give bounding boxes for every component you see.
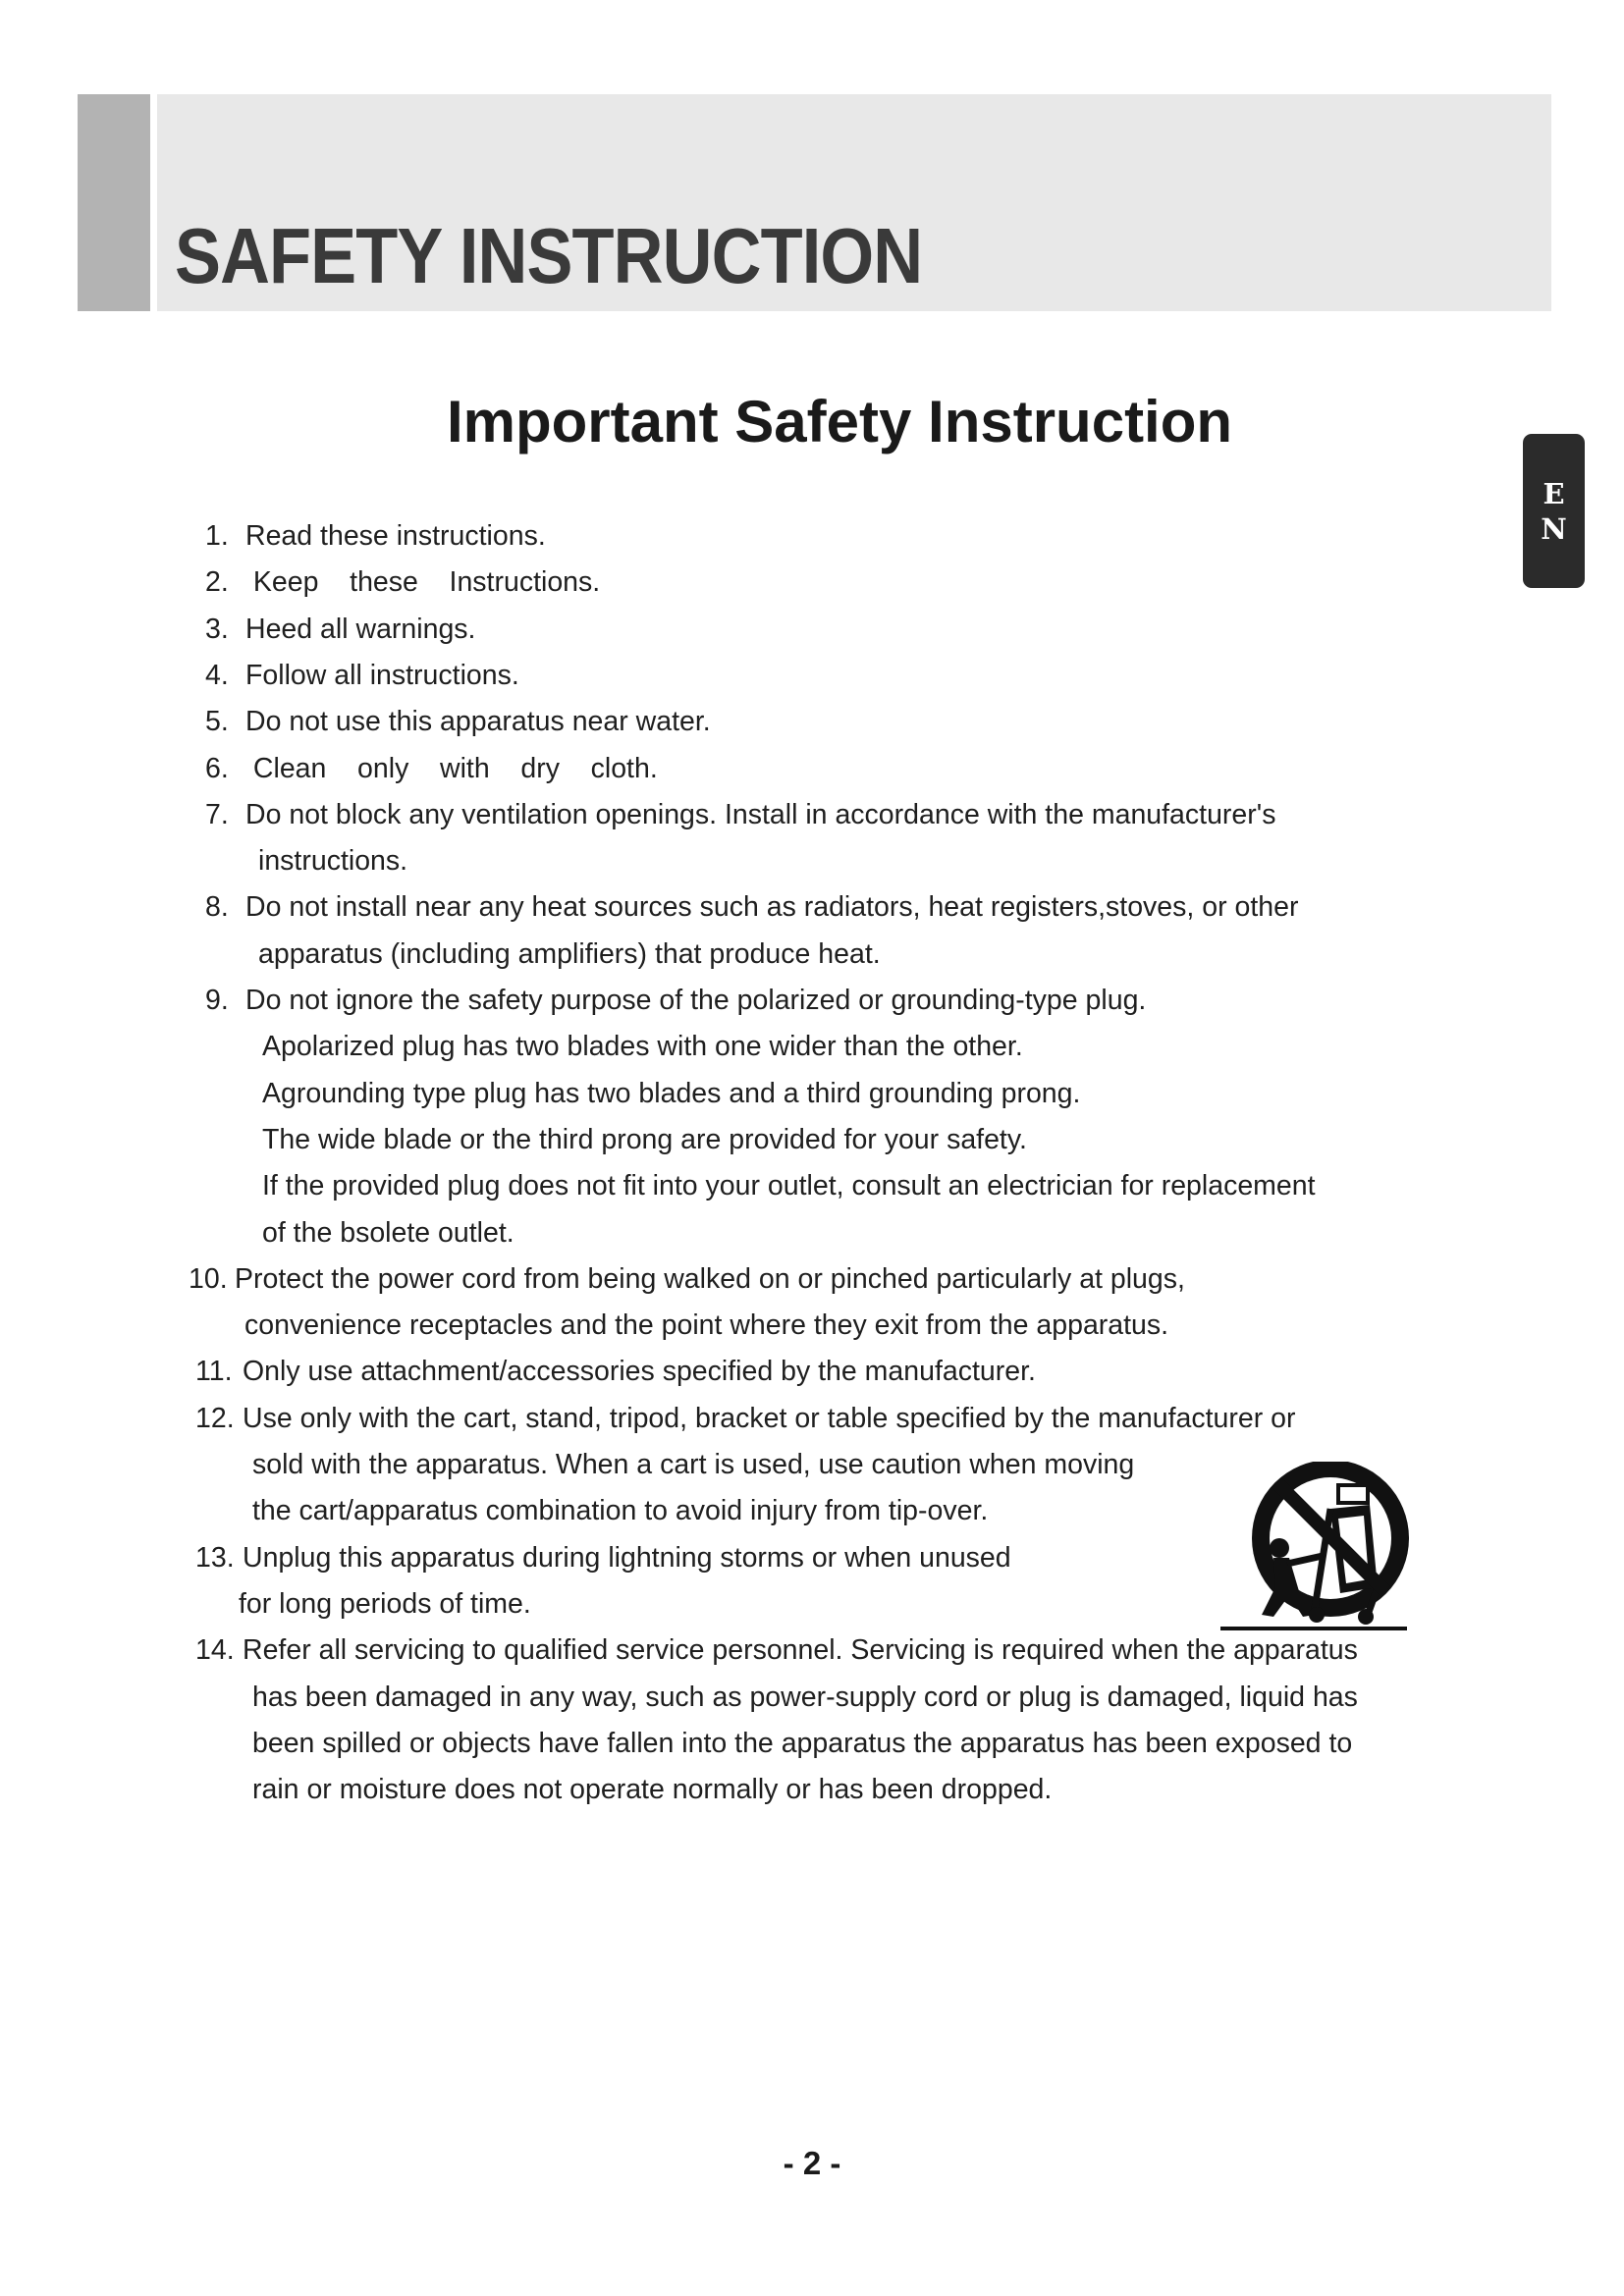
list-item-text: sold with the apparatus. When a cart is used, use caution when moving xyxy=(252,1449,1135,1480)
language-tab xyxy=(1523,434,1585,588)
list-item-text: Read these instructions. xyxy=(245,520,546,552)
list-item-text: Do not use this apparatus near water. xyxy=(245,706,711,738)
list-item-number: 9. xyxy=(205,985,229,1016)
list-item-text: for long periods of time. xyxy=(239,1587,531,1620)
page-title: Important Safety Instruction xyxy=(446,389,1233,454)
list-item-text: apparatus (including amplifiers) that produce heat. xyxy=(258,937,881,970)
list-item-text: If the provided plug does not fit into your outlet, consult an electrician for replacement xyxy=(262,1170,1316,1202)
list-item-text: has been damaged in any way, such as power-supply cord or plug is damaged, liquid has xyxy=(252,1681,1358,1713)
list-item-text: Keep these Instructions. xyxy=(245,566,601,599)
list-item-number: 11. xyxy=(195,1356,233,1388)
header-accent-bar xyxy=(78,94,150,311)
list-item-number: 1. xyxy=(205,520,229,552)
list-item-text: rain or moisture does not operate normally or has been dropped. xyxy=(252,1774,1053,1806)
list-item-text: been spilled or objects have fallen into the apparatus the apparatus has been exposed to xyxy=(252,1727,1353,1759)
section-title: SAFETY INSTRUCTION xyxy=(175,212,923,299)
list-item-text: Follow all instructions. xyxy=(245,659,519,691)
list-item-number: 5. xyxy=(205,706,229,738)
list-item-number: 14. xyxy=(195,1634,235,1667)
language-tab-letter: E xyxy=(1543,476,1565,510)
list-item-text: of the bsolete outlet. xyxy=(262,1216,514,1249)
list-item-number: 2. xyxy=(205,566,229,599)
list-item-number: 7. xyxy=(205,798,229,830)
list-item-number: 3. xyxy=(205,613,229,645)
language-tab-letter: N xyxy=(1541,511,1567,546)
page-number: - 2 - xyxy=(783,2145,841,2181)
list-item-number: 13. xyxy=(195,1541,235,1574)
list-item-text: Agrounding type plug has two blades and a third grounding prong. xyxy=(262,1077,1081,1109)
list-item-text: Apolarized plug has two blades with one wider than the other. xyxy=(262,1031,1023,1063)
cart-tip-over-warning-icon xyxy=(1220,1462,1422,1638)
list-item-number: 8. xyxy=(205,891,229,924)
list-item-text: Heed all warnings. xyxy=(245,613,476,645)
list-item-text: Do not block any ventilation openings. Install in accordance with the manufacturer's xyxy=(245,798,1276,830)
list-item-text: instructions. xyxy=(258,845,408,878)
list-item-text: Use only with the cart, stand, tripod, bracket or table specified by the manufacturer or xyxy=(243,1402,1296,1434)
list-item-text: Only use attachment/accessories specified by the manufacturer. xyxy=(243,1356,1036,1388)
list-item-text: The wide blade or the third prong are provided for your safety. xyxy=(262,1123,1027,1155)
list-item-text: the cart/apparatus combination to avoid injury from tip-over. xyxy=(252,1495,989,1527)
list-item-text: Unplug this apparatus during lightning storms or when unused xyxy=(243,1541,1011,1574)
list-item-text: convenience receptacles and the point where they exit from the apparatus. xyxy=(244,1309,1169,1342)
list-item-number: 10. xyxy=(189,1262,228,1295)
list-item-number: 6. xyxy=(205,752,229,784)
list-item-text: Refer all servicing to qualified service personnel. Servicing is required when the apparatus xyxy=(243,1634,1358,1667)
list-item-text: Clean only with dry cloth. xyxy=(245,752,658,784)
list-item-number: 4. xyxy=(205,659,229,691)
list-item-text: Do not ignore the safety purpose of the polarized or grounding-type plug. xyxy=(245,985,1147,1016)
list-item-text: Do not install near any heat sources such as radiators, heat registers,stoves, or other xyxy=(245,891,1299,924)
list-item-text: Protect the power cord from being walked on or pinched particularly at plugs, xyxy=(235,1262,1185,1295)
list-item-number: 12. xyxy=(195,1402,235,1434)
